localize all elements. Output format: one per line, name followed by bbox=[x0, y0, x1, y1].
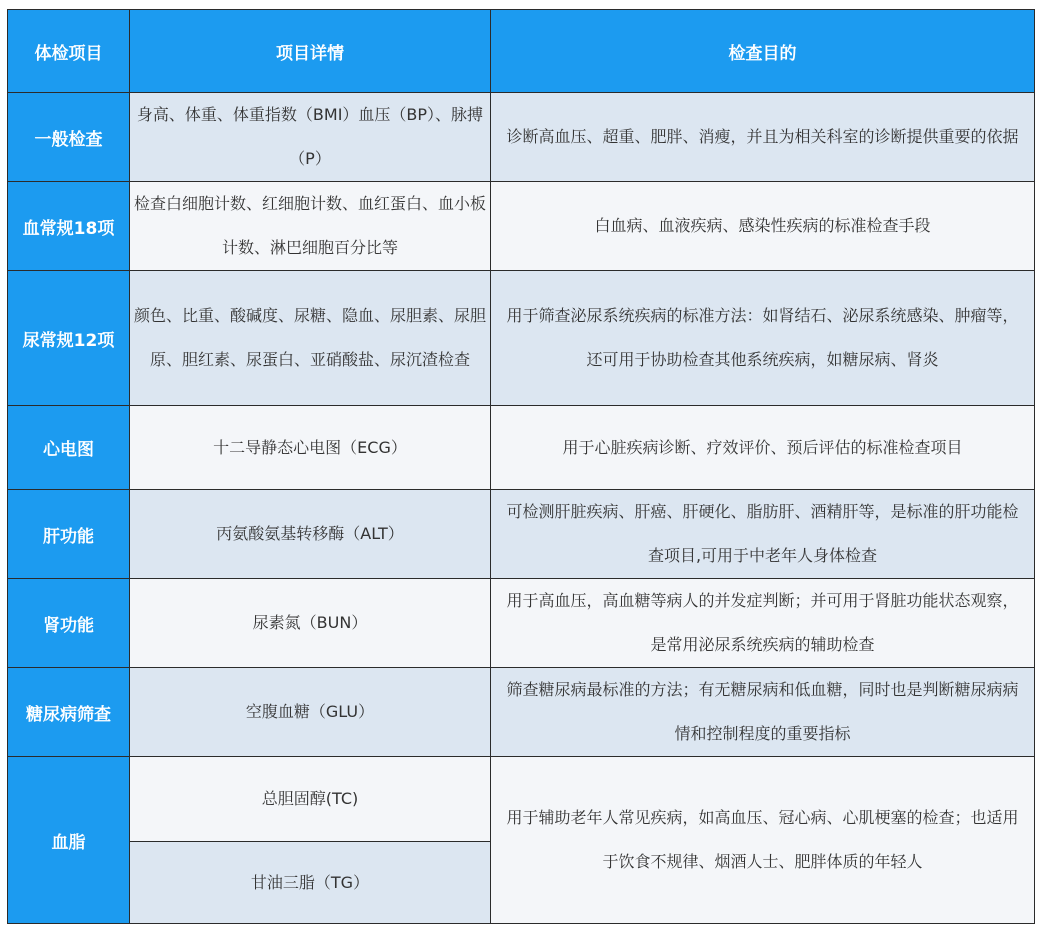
lipid-category: 血脂 bbox=[8, 757, 130, 924]
row-purpose: 筛查糖尿病最标准的方法；有无糖尿病和低血糖，同时也是判断糖尿病病情和控制程度的重要指标 bbox=[491, 668, 1035, 757]
lipid-detail-tc: 总胆固醇(TC) bbox=[130, 757, 491, 842]
header-purpose: 检查目的 bbox=[491, 10, 1035, 93]
row-detail: 空腹血糖（GLU） bbox=[130, 668, 491, 757]
lipid-detail-tg: 甘油三脂（TG） bbox=[130, 842, 491, 924]
row-purpose: 用于筛查泌尿系统疾病的标准方法：如肾结石、泌尿系统感染、肿瘤等，还可用于协助检查其他系统疾病，如糖尿病、肾炎 bbox=[491, 271, 1035, 406]
row-purpose: 用于心脏疾病诊断、疗效评价、预后评估的标准检查项目 bbox=[491, 406, 1035, 490]
checkup-table bbox=[7, 9, 1035, 924]
row-detail: 颜色、比重、酸碱度、尿糖、隐血、尿胆素、尿胆原、胆红素、尿蛋白、亚硝酸盐、尿沉渣检查 bbox=[130, 271, 491, 406]
row-detail: 尿素氮（BUN） bbox=[130, 579, 491, 668]
row-detail: 身高、体重、体重指数（BMI）血压（BP）、脉搏（P） bbox=[130, 93, 491, 182]
row-category: 尿常规12项 bbox=[8, 271, 130, 406]
row-purpose: 用于高血压，高血糖等病人的并发症判断；并可用于肾脏功能状态观察，是常用泌尿系统疾病的辅助检查 bbox=[491, 579, 1035, 668]
header-detail: 项目详情 bbox=[130, 10, 491, 93]
header-row bbox=[8, 10, 1035, 93]
row-category: 一般检查 bbox=[8, 93, 130, 182]
row-purpose: 白血病、血液疾病、感染性疾病的标准检查手段 bbox=[491, 182, 1035, 271]
table-row bbox=[8, 93, 1035, 182]
row-category: 心电图 bbox=[8, 406, 130, 490]
row-category: 血常规18项 bbox=[8, 182, 130, 271]
lipid-row-1 bbox=[8, 757, 1035, 842]
row-detail: 丙氨酸氨基转移酶（ALT） bbox=[130, 490, 491, 579]
lipid-purpose: 用于辅助老年人常见疾病，如高血压、冠心病、心肌梗塞的检查；也适用于饮食不规律、烟酒人士、肥胖体质的年轻人 bbox=[491, 757, 1035, 924]
row-category: 肾功能 bbox=[8, 579, 130, 668]
table-row bbox=[8, 406, 1035, 490]
row-category: 糖尿病筛查 bbox=[8, 668, 130, 757]
table-row bbox=[8, 579, 1035, 668]
row-purpose: 诊断高血压、超重、肥胖、消瘦，并且为相关科室的诊断提供重要的依据 bbox=[491, 93, 1035, 182]
header-category: 体检项目 bbox=[8, 10, 130, 93]
table-row bbox=[8, 490, 1035, 579]
table-row bbox=[8, 182, 1035, 271]
table-row bbox=[8, 271, 1035, 406]
row-purpose: 可检测肝脏疾病、肝癌、肝硬化、脂肪肝、酒精肝等，是标准的肝功能检查项目,可用于中老年人身体检查 bbox=[491, 490, 1035, 579]
table-row bbox=[8, 668, 1035, 757]
row-category: 肝功能 bbox=[8, 490, 130, 579]
row-detail: 检查白细胞计数、红细胞计数、血红蛋白、血小板计数、淋巴细胞百分比等 bbox=[130, 182, 491, 271]
row-detail: 十二导静态心电图（ECG） bbox=[130, 406, 491, 490]
